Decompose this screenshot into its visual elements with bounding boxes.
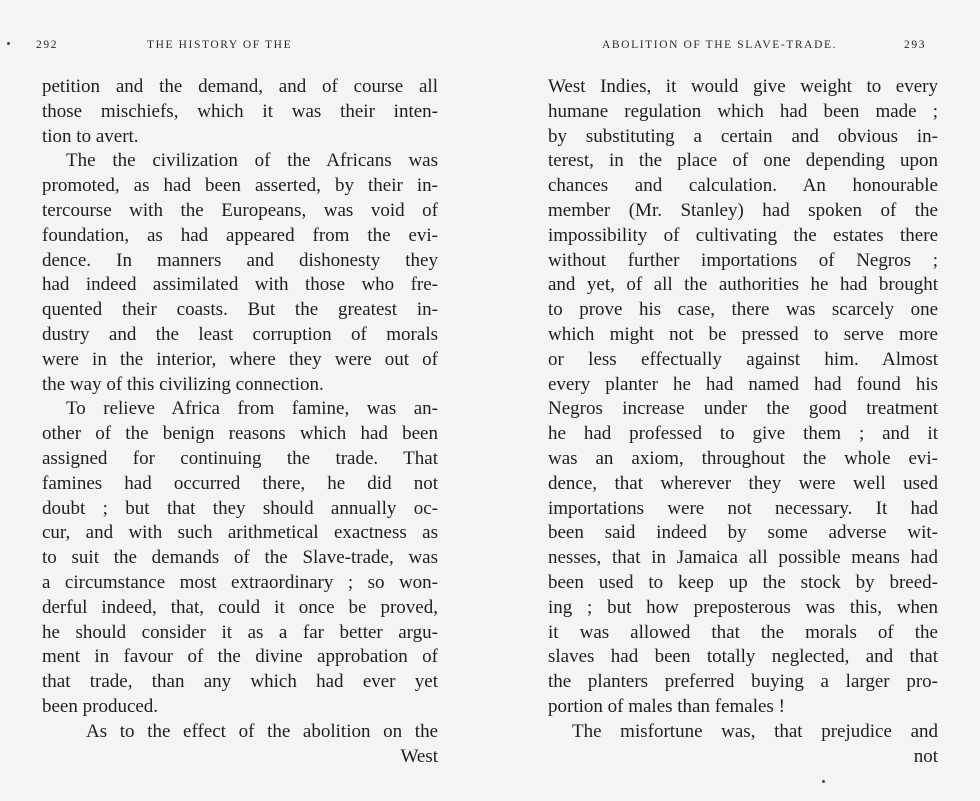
text-line: which might not be pressed to serve more xyxy=(548,323,938,345)
catchword: not xyxy=(913,745,938,767)
text-line: he had professed to give them ; and it xyxy=(548,423,938,445)
text-line: to prove his case, there was scarcely one xyxy=(548,299,938,321)
text-line: quented their coasts. But the greatest in- xyxy=(42,299,438,321)
text-line: other of the benign reasons which had been xyxy=(42,423,438,445)
text-line: were in the interior, where they were out of xyxy=(42,348,438,370)
text-line: doubt ; but that they should annually oc- xyxy=(42,497,438,519)
text-line: the planters preferred buying a larger pro- xyxy=(548,671,938,693)
text-line: slaves had been totally neglected, and that xyxy=(548,646,938,668)
text-line: terest, in the place of one depending upon xyxy=(548,150,938,172)
text-line: Negros increase under the good treatment xyxy=(548,398,938,420)
text-line: West Indies, it would give weight to every xyxy=(548,76,938,97)
text-line: ment in favour of the divine approbation of xyxy=(42,646,438,668)
text-line: tercourse with the Europeans, was void of xyxy=(42,199,438,221)
right-page-number: 293 xyxy=(904,39,927,51)
left-running-head: THE HISTORY OF THE xyxy=(147,39,293,51)
text-line: nesses, that in Jamaica all possible means had xyxy=(548,547,938,569)
text-line: he should consider it as a far better argu- xyxy=(42,621,438,643)
text-line: dence, that wherever they were well used xyxy=(548,472,938,494)
text-line: the way of this civilizing connection. xyxy=(42,373,324,395)
text-line: famines had occurred there, he did not xyxy=(42,472,438,494)
text-line: petition and the demand, and of course all xyxy=(42,76,438,97)
text-line: As to the effect of the abolition on the xyxy=(86,720,438,742)
text-line: it was allowed that the morals of the xyxy=(548,621,938,643)
text-line: The misfortune was, that prejudice and xyxy=(572,720,938,742)
text-line: those mischiefs, which it was their inten- xyxy=(42,100,438,122)
text-line: or less effectually against him. Almost xyxy=(548,348,938,370)
text-line: promoted, as had been asserted, by their in- xyxy=(42,175,438,197)
text-line: that trade, than any which had ever yet xyxy=(42,671,438,693)
text-line: every planter he had named had found his xyxy=(548,373,938,395)
text-line: impossibility of cultivating the estates there xyxy=(548,224,938,246)
text-line: portion of males than females ! xyxy=(548,695,785,717)
text-line: humane regulation which had been made ; xyxy=(548,100,938,122)
text-line: cur, and with such arithmetical exactness as xyxy=(42,522,438,544)
text-line: derful indeed, that, could it once be proved, xyxy=(42,596,438,618)
left-page-number: 292 xyxy=(36,39,59,51)
text-line: member (Mr. Stanley) had spoken of the xyxy=(548,199,938,221)
text-line: foundation, as had appeared from the evi- xyxy=(42,224,438,246)
text-line: The the civilization of the Africans was xyxy=(66,150,438,172)
text-line: to suit the demands of the Slave-trade, was xyxy=(42,547,438,569)
text-line: was an axiom, throughout the whole evi- xyxy=(548,447,938,469)
text-line: been said indeed by some adverse wit- xyxy=(548,522,938,544)
text-line: been used to keep up the stock by breed- xyxy=(548,571,938,593)
text-line: tion to avert. xyxy=(42,125,139,147)
catchword: West xyxy=(400,745,438,767)
text-line: To relieve Africa from famine, was an- xyxy=(66,398,438,420)
text-line: chances and calculation. An honourable xyxy=(548,175,938,197)
text-line: by substituting a certain and obvious in- xyxy=(548,125,938,147)
text-line: dence. In manners and dishonesty they xyxy=(42,249,438,271)
text-line: ing ; but how preposterous was this, when xyxy=(548,596,938,618)
paper-speck xyxy=(7,42,10,45)
text-line: a circumstance most extraordinary ; so won- xyxy=(42,571,438,593)
right-page xyxy=(490,0,980,801)
text-line: importations were not necessary. It had xyxy=(548,497,938,519)
right-body-text xyxy=(548,75,938,769)
text-line: had indeed assimilated with those who fre- xyxy=(42,274,438,296)
paper-speck xyxy=(822,780,825,783)
text-line: assigned for continuing the trade. That xyxy=(42,447,438,469)
text-line: without further importations of Negros ; xyxy=(548,249,938,271)
text-line: and yet, of all the authorities he had brought xyxy=(548,274,938,296)
right-running-head: ABOLITION OF THE SLAVE-TRADE. xyxy=(602,39,838,51)
text-line: dustry and the least corruption of morals xyxy=(42,323,438,345)
text-line: been produced. xyxy=(42,695,159,717)
left-body-text xyxy=(42,75,438,769)
